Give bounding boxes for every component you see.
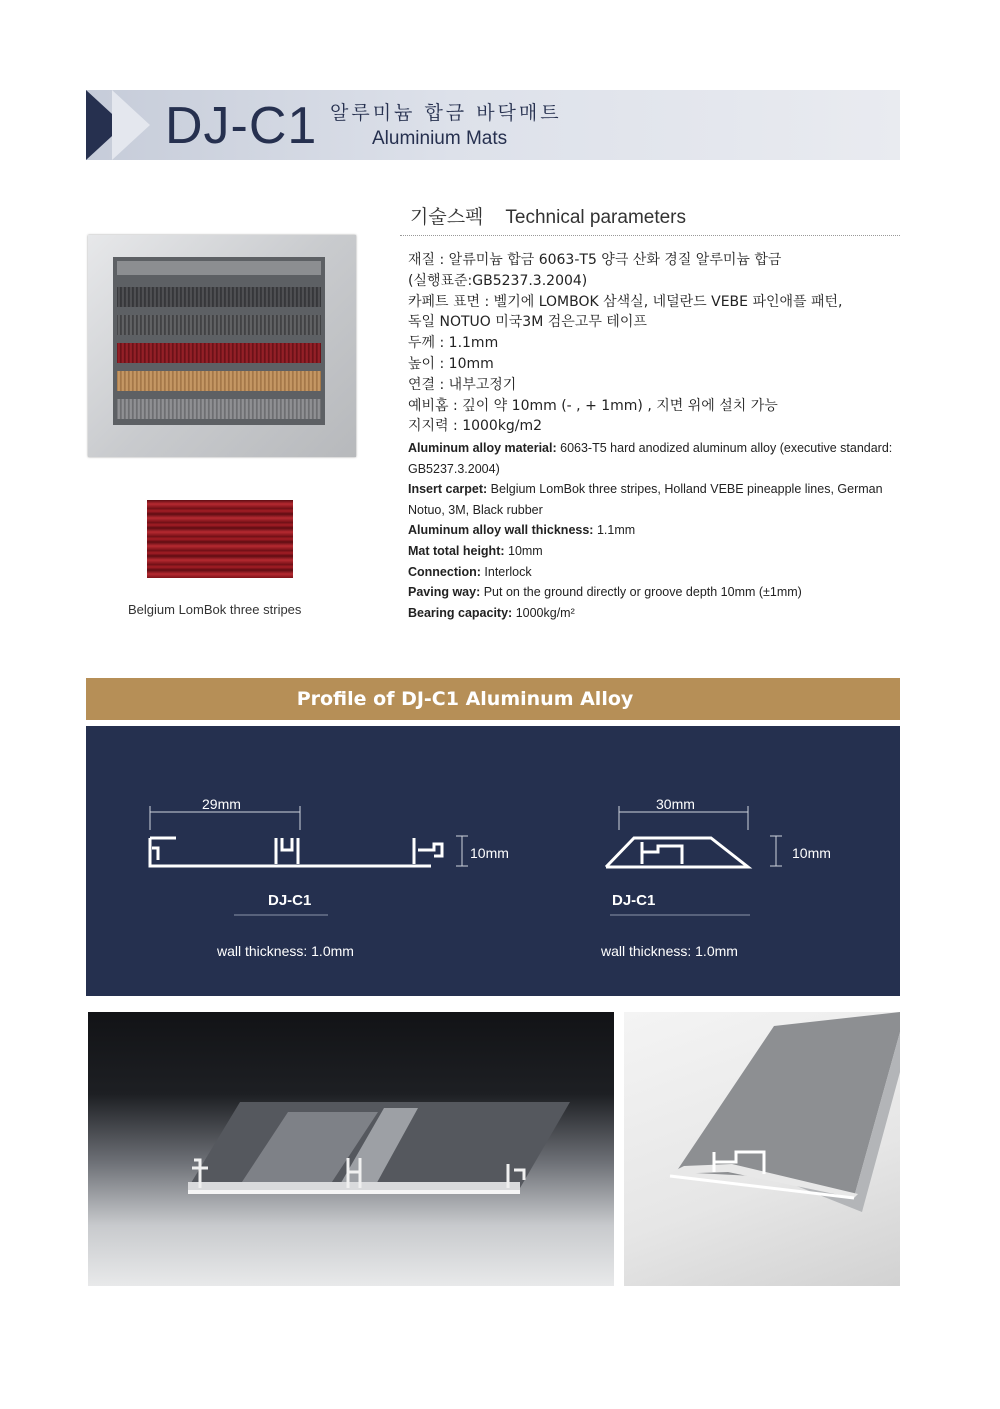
spec-en-value: 1000kg/m²	[512, 605, 575, 620]
profile-diagram-panel	[86, 726, 900, 996]
mat-insert-area	[113, 257, 325, 425]
left-profile-shape	[150, 838, 442, 866]
header-arrow-light	[112, 90, 150, 160]
mat-stripe-top	[117, 261, 321, 275]
spec-en-item	[408, 603, 900, 624]
profile-diagram	[86, 726, 900, 996]
spec-ko-line: 지지력 : 1000kg/m2	[408, 418, 543, 435]
spec-en-label: Aluminum alloy material:	[408, 441, 557, 455]
spec-en-value: 1.1mm	[593, 523, 636, 538]
left-wall-thickness: wall thickness: 1.0mm	[217, 943, 354, 959]
spec-en-item	[408, 582, 900, 603]
right-model-label: DJ-C1	[612, 892, 656, 909]
right-wall-thickness: wall thickness: 1.0mm	[601, 943, 738, 959]
flat-profile-illustration	[88, 1012, 614, 1286]
spec-en-item	[408, 541, 900, 562]
spec-ko-line: (실행표준:GB5237.3.2004)	[408, 272, 588, 289]
spec-en-value: 6063-T5 hard anodized aluminum alloy (executive standard: GB5237.3.2004)	[408, 441, 893, 476]
spec-ko-line: 예비홈 : 깊이 약 10mm (- , + 1mm) , 지면 위에 설치 가능	[408, 397, 778, 414]
mat-stripe-tan	[117, 371, 321, 391]
profile-photo-ramp	[624, 1012, 900, 1286]
spec-ko-line: 두께 : 1.1mm	[408, 335, 499, 352]
ramp-profile-illustration	[624, 1012, 900, 1286]
spec-en-label: Paving way:	[408, 585, 481, 600]
spec-en-label: Bearing capacity:	[408, 605, 513, 620]
mat-stripe-grey	[117, 399, 321, 419]
spec-ko-line: 높이 : 10mm	[408, 355, 494, 372]
right-width-label: 30mm	[656, 796, 695, 812]
spec-heading-korean: 기술스펙	[410, 207, 484, 228]
model-code: DJ-C1	[165, 97, 318, 155]
spec-en-item	[408, 438, 900, 479]
spec-divider	[400, 235, 900, 236]
mat-stripe-dark	[117, 315, 321, 335]
spec-en-value: Put on the ground directly or groove depth 10mm (±1mm)	[480, 585, 802, 600]
title-korean: 알루미늄 합금 바닥매트	[330, 102, 562, 124]
carpet-caption: Belgium LomBok three stripes	[128, 602, 302, 617]
left-height-label: 10mm	[470, 845, 509, 861]
spec-ko-line: 연결 : 내부고정기	[408, 376, 517, 393]
spec-ko-line: 독일 NOTUO 미국3M 검은고무 테이프	[408, 314, 647, 331]
spec-en-value: 10mm	[504, 543, 543, 558]
spec-en-item	[408, 520, 900, 541]
spec-en-label: Aluminum alloy wall thickness:	[408, 523, 594, 538]
spec-ko-line: 재질 : 알류미늄 합금 6063-T5 양극 산화 경질 알루미늄 합금	[408, 252, 782, 268]
left-model-label: DJ-C1	[268, 892, 312, 909]
spec-en-item	[408, 562, 900, 583]
mat-stripe-dark	[117, 287, 321, 307]
profile-photo-flat	[88, 1012, 614, 1286]
profile-title: Profile of DJ-C1 Aluminum Alloy	[296, 688, 634, 710]
right-profile-shape	[606, 838, 748, 867]
spec-korean-list	[408, 250, 908, 437]
spec-en-label: Connection:	[408, 564, 481, 579]
spec-en-value: Belgium LomBok three stripes, Holland VEBE pineapple lines, German Notuo, 3M, Black rubber	[408, 482, 883, 517]
carpet-swatch	[147, 500, 293, 578]
spec-heading-english: Technical parameters	[505, 207, 687, 228]
left-height-dimension	[456, 836, 468, 866]
mat-stripe-red	[117, 343, 321, 363]
spec-en-item	[408, 479, 900, 520]
right-height-dimension	[770, 836, 782, 866]
spec-en-value: Interlock	[480, 564, 532, 579]
spec-en-label: Mat total height:	[408, 543, 505, 558]
spec-english-list	[408, 438, 900, 623]
title-english: Aluminium Mats	[372, 128, 508, 149]
left-width-label: 29mm	[202, 796, 241, 812]
right-height-label: 10mm	[792, 845, 831, 861]
spec-en-label: Insert carpet:	[408, 482, 488, 497]
spec-heading	[410, 202, 686, 229]
spec-ko-line: 카페트 표면 : 벨기에 LOMBOK 삼색실, 네덜란드 VEBE 파인애플 패턴,	[408, 293, 843, 310]
